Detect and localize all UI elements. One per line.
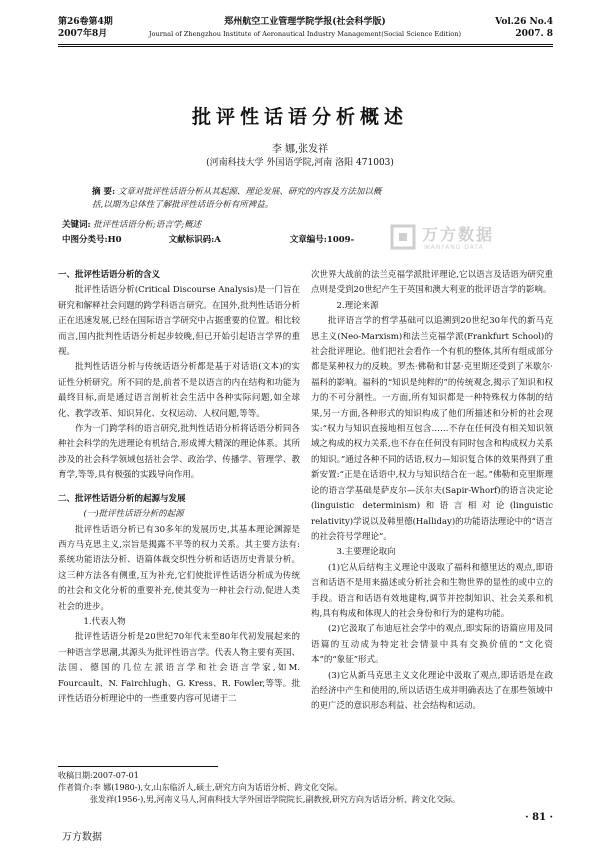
right-subheading-1: 2.理论来源 <box>336 300 379 311</box>
clc-value: H0 <box>107 235 122 245</box>
section-2-heading: 二、批评性话语分析的起源与发展 <box>58 493 186 504</box>
header-date-en: 2007. 8 <box>515 29 553 39</box>
section-2-subheading-1: (一)批评性话语分析的起源 <box>83 509 184 520</box>
right-paragraph-1: 批评语言学的哲学基础可以追溯到20世纪30年代的新马克思主义(Neo-Marxism)和法兰克福学派(Frankfurt School)的社会批评理论。他们把社会看作一个有机的整体,其所有组成部分都是某种权力的反映。罗杰·佛勒和甘瑟·克里斯还受到了米歇尔·福科的影响。福科的“知识是纯粹的”的传统观念,揭示了知识和权力的不可分割性。一方面,所有知识都是一种特殊权力体制的结果,另一方面,各种形式的知识构成了他们所描述和分析的社会现实:“权力与知识直接地相互包含……不存在任何没有相关知识领域之构成的权力关系,也不存在任何没有同时包含和构成权力关系的知识。”通过各种不同的话语,权力—知识复合体的效果得到了重新安置:“正是在话语中,权力与知识结合在一起。”佛勒和克里斯理论的语言学基础是萨皮尔—沃尔夫(Sapir-Whorf)的语言决定论(linguistic determinism)和语言相对论(linguistic relativity)学说以及韩里德(Halliday)的功能语法理论中的“语言的社会符号学理论”。 <box>311 316 553 542</box>
page-number: · 81 · <box>525 812 553 823</box>
footnote-received: 收稿日期:2007-07-01 <box>58 771 139 780</box>
article-id-label: 文章编号: <box>289 235 327 245</box>
paper-affiliation: (河南科技大学 外国语学院,河南 洛阳 471003) <box>206 158 394 168</box>
header-volume-cn: 第26卷第4期 <box>58 17 113 27</box>
article-id-value: 1009- <box>326 235 355 245</box>
right-column <box>311 268 553 715</box>
section-2-subheading-2: 1.代表人物 <box>83 616 126 627</box>
right-paragraph-2: (1)它从后结构主义理论中汲取了福科和德里达的观点,即语言和话语不是用来描述或分析社会和生物世界的显性的或中立的手段。语言和话语有效地建构,调节并控制知识、社会关系和机构,具有构成和体现人的社会身份和行为的建构功能。 <box>311 562 553 619</box>
header-date-cn: 2007年8月 <box>58 29 108 39</box>
doc-code-value: A <box>214 235 221 245</box>
section-1-heading: 一、批评性话语分析的含义 <box>58 270 161 280</box>
right-subheading-2: 3.主要理论取向 <box>336 547 396 558</box>
watermark-brand: 万方数据 <box>422 225 495 244</box>
abstract-text: 文章对批评性话语分析从其起源、理论发展、研究的内容及方法加以概括,以期为总体性了解批评性话语分析有所裨益。 <box>92 187 382 210</box>
wanfang-watermark <box>390 220 540 260</box>
header-volume <box>58 16 113 40</box>
header-journal <box>130 16 480 40</box>
right-paragraph-3: (2)它汲取了布迪厄社会学中的观点,即实际的语篇应用及同语篇的互动成为特定社会情景中具有交换价值的“文化资本”的“象征”形式。 <box>311 624 553 666</box>
keywords <box>62 219 392 232</box>
paper-title: 批评性话语分析概述 <box>191 106 408 128</box>
header-journal-en: Journal of Zhengzhou Institute of Aeronautical Industry Management(Social Science Edition) <box>148 30 462 38</box>
doc-code-label: 文献标识码: <box>168 235 215 245</box>
footnotes <box>58 770 553 806</box>
keywords-text: 批评性话语分析;语言学;概述 <box>93 220 202 230</box>
header-rule <box>58 44 553 45</box>
header-volume-en <box>493 16 553 40</box>
footnote-author-1: 作者简介:李 娜(1980-),女,山东临沂人,硕士,研究方向为话语分析、跨文化交际。 <box>58 783 343 792</box>
watermark-sub: WANFANG DATA <box>424 244 484 251</box>
footnote-author-2: 张发祥(1956-),男,河南义马人,河南科技大学外国语学院院长,副教授,研究方向为话语分析、跨文化交际。 <box>90 795 461 804</box>
right-paragraph-0: 次世界大战前的法兰克福学派批评理论,它以语言及话语为研究重点则是受到20世纪产生于英国和澳大利亚的批评语言学的影响。 <box>311 270 553 296</box>
section-1-paragraph-1: 批评性话语分析(Critical Discourse Analysis)是一门旨在研究和解释社会问题的跨学科语言研究。在国外,批判性话语分析正在迅速发展,已经在国际语言学研究中占据重要的位置。相比较而言,国内批判性话语分析起步较晚,但已开始引起语言学界的重视。 <box>58 285 300 358</box>
right-paragraph-4: (3)它从新马克思主义文化理论中汲取了观点,即话语是在政治经济中产生和使用的,所以话语生成并明确表达了在那些领域中的更广泛的意识形态利益、社会结构和运动。 <box>311 670 553 712</box>
paper-authors: 李 娜,张发祥 <box>271 144 329 155</box>
keywords-label: 关键词: <box>62 220 91 230</box>
left-column <box>58 268 300 707</box>
header-journal-cn: 郑州航空工业管理学院学报(社会科学版) <box>224 17 386 27</box>
section-1-paragraph-3: 作为一门跨学科的语言研究,批判性话语分析将话语分析同各种社会科学的先进理论有机结合,形成博大精深的理论体系。其所涉及的社会科学领域包括社会学、政治学、传播学、管理学、教育学,等等,具有极强的实践导向作用。 <box>58 424 300 481</box>
abstract <box>92 186 382 212</box>
header-vol-en: Vol.26 No.4 <box>495 17 553 27</box>
clc-label: 中图分类号: <box>62 235 108 245</box>
wanfang-logo-icon <box>390 224 416 250</box>
source-label: 万方数据 <box>62 832 102 843</box>
section-1-paragraph-2: 批判性话语分析与传统话语分析都是基于对话语(文本)的实证性分析研究。所不同的是,前者不是以语言的内在结构和功能为最终目标,而是通过语言剖析社会生活中各种实际问题,如全球化、教学改革、知识异化、女权运动、人权问题,等等。 <box>58 362 300 419</box>
section-2-paragraph-1: 批评性话语分析已有30多年的发展历史,其基本理论渊源是西方马克思主义,宗旨是揭露不平等的权力关系。其主要方法有:系统功能语法分析、语篇体裁交织性分析和话语历史背景分析。这三种方法各有侧重,互为补充,它们使批评性话语分析成为传统的社会和文化分析的重要补充,使其变为一种社会行动,促进人类社会的进步。 <box>58 524 300 612</box>
header-rule-second <box>58 46 553 47</box>
footnote-rule <box>58 766 218 767</box>
abstract-label: 摘 要: <box>92 187 116 197</box>
section-2-paragraph-2: 批评性话语分析是20世纪70年代末至80年代初发展起来的一种语言学思潮,其源头为批评性语言学。代表人物主要有英国、法国、德国的几位左派语言学和社会语言学家,如M. Fourcault、N. Fairchlugh、G. Kress、R. Fowler,等等。批评性话语分析理论中的一些重要内容可见诸于二 <box>58 632 300 704</box>
